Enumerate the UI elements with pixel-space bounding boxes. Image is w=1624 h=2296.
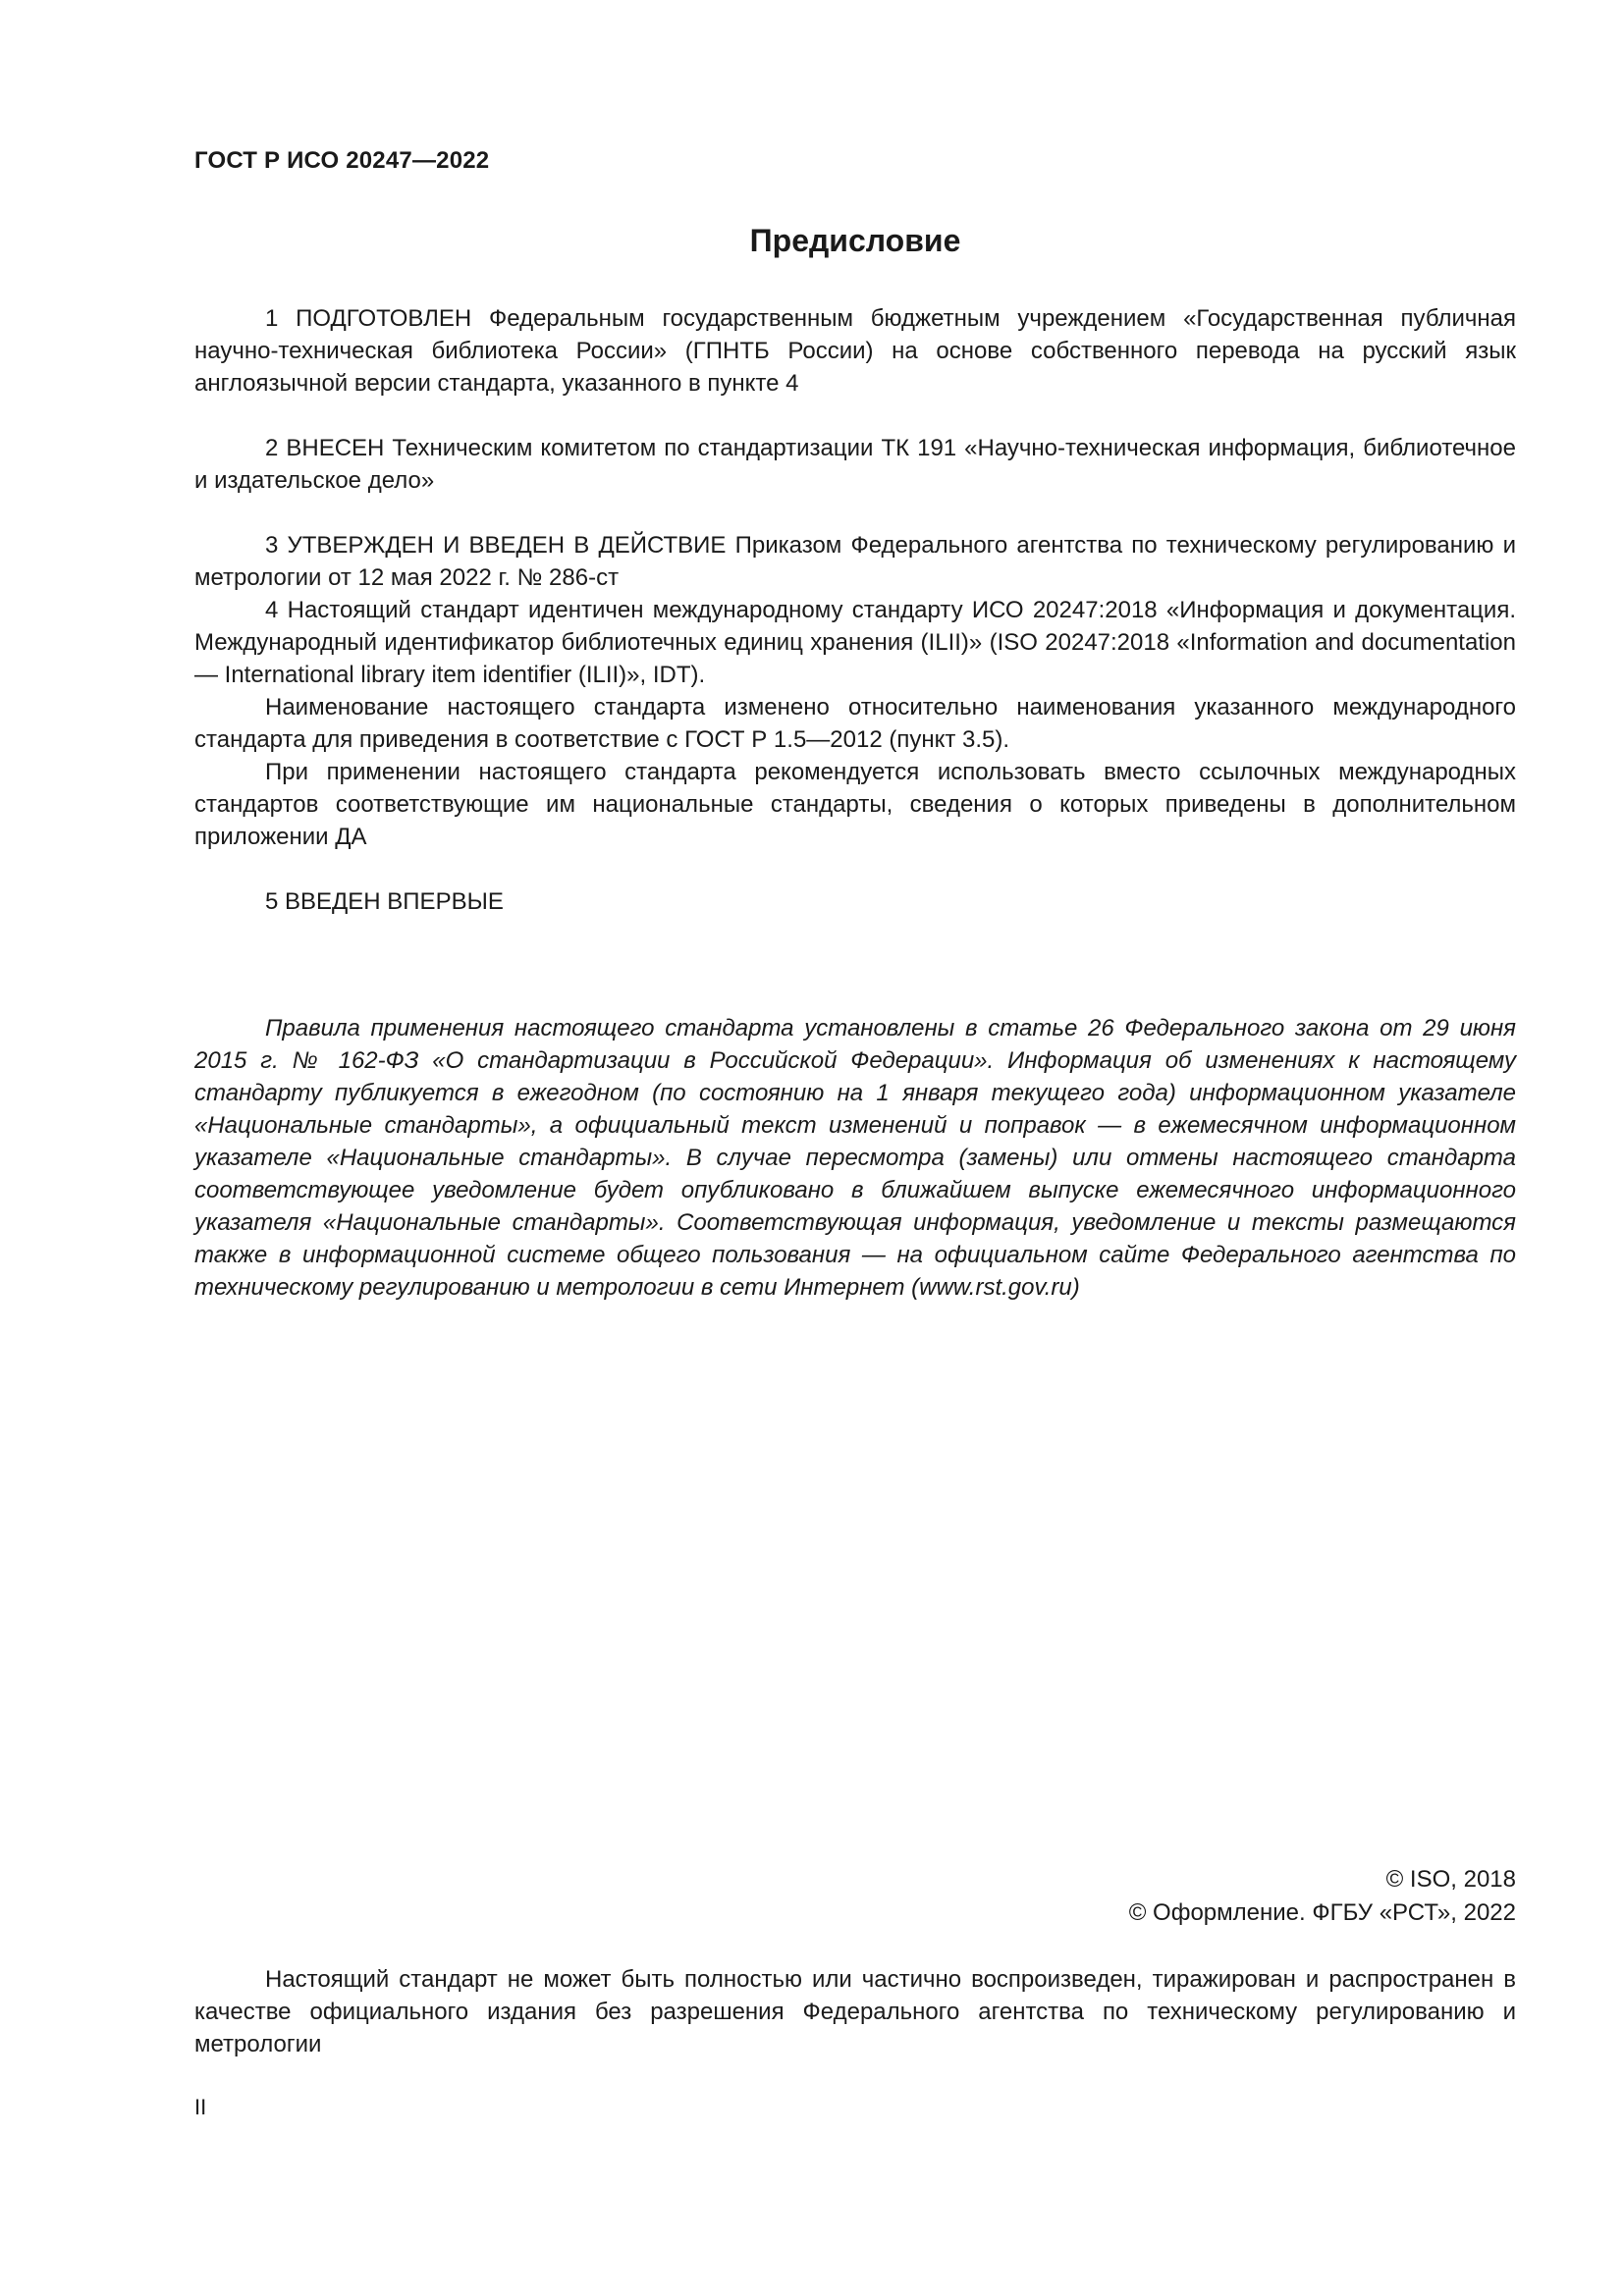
- foreword-item-5: 5 ВВЕДЕН ВПЕРВЫЕ: [265, 888, 504, 916]
- page-number: II: [194, 2095, 207, 2119]
- paragraph-gap: [194, 497, 1516, 529]
- foreword-item-1: 1 ПОДГОТОВЛЕН Федеральным государственным бюджетным учреждением «Государственная публичная научно-техническая библиотека России» (ГПНТБ России) на основе собственного перевода на русский язык англоязычной версии стандарта, указанного в пункте 4: [194, 305, 1516, 398]
- paragraph-gap: [194, 918, 1516, 1012]
- paragraph-gap: [194, 853, 1516, 885]
- foreword-item-3: 3 УТВЕРЖДЕН И ВВЕДЕН В ДЕЙСТВИЕ Приказом Федерального агентства по техническому регулированию и метрологии от 12 мая 2022 г. № 286-ст: [194, 532, 1516, 592]
- paragraph-gap: [194, 400, 1516, 432]
- copyright-iso: © ISO, 2018: [1385, 1866, 1516, 1893]
- foreword-item-2: 2 ВНЕСЕН Техническим комитетом по стандартизации ТК 191 «Научно-техническая информация, библиотечное и издательское дело»: [194, 435, 1516, 495]
- copyright-design: © Оформление. ФГБУ «РСТ», 2022: [1128, 1899, 1516, 1926]
- foreword-item-4-name-change: Наименование настоящего стандарта изменено относительно наименования указанного международного стандарта для приведения в соответствие с ГОСТ Р 1.5—2012 (пункт 3.5).: [194, 694, 1516, 754]
- reproduction-notice: Настоящий стандарт не может быть полностью или частично воспроизведен, тиражирован и распространен в качестве официального издания без разрешения Федерального агентства по техническому регулированию и метрологии: [194, 1966, 1516, 2057]
- foreword-item-4-reference-note: При применении настоящего стандарта рекомендуется использовать вместо ссылочных международных стандартов соответствующие им национальные стандарты, сведения о которых приведены в дополнительном приложении ДА: [194, 759, 1516, 851]
- foreword-section: [194, 222, 1516, 1304]
- foreword-item-4: 4 Настоящий стандарт идентичен международному стандарту ИСО 20247:2018 «Информация и документация. Международный идентификатор библиотечных единиц хранения (ILII)» (ISO 20247:2018 «Information and documentation — International library item identifier (ILII)», IDT).: [194, 597, 1516, 689]
- rules-note: Правила применения настоящего стандарта установлены в статье 26 Федерального закона от 29 июня 2015 г. № 162-ФЗ «О стандартизации в Российской Федерации». Информация об изменениях к настоящему стандарту публикуется в ежегодном (по состоянию на 1 января текущего года) информационном указателе «Национальные стандарты», а официальный текст изменений и поправок — в ежемесячном информационном указателе «Национальные стандарты». В случае пересмотра (замены) или отмены настоящего стандарта соответствующее уведомление будет опубликовано в ближайшем выпуске ежемесячного информационного указателя «Национальные стандарты». Соответствующая информация, уведомление и тексты размещаются также в информационной системе общего пользования — на официальном сайте Федерального агентства по техническому регулированию и метрологии в сети Интернет (www.rst.gov.ru): [194, 1015, 1516, 1302]
- foreword-title: Предисловие: [749, 223, 961, 258]
- document-id-header: ГОСТ Р ИСО 20247—2022: [194, 147, 490, 174]
- copyright-block: [1129, 1863, 1516, 1930]
- reproduction-notice-block: [194, 1963, 1516, 2060]
